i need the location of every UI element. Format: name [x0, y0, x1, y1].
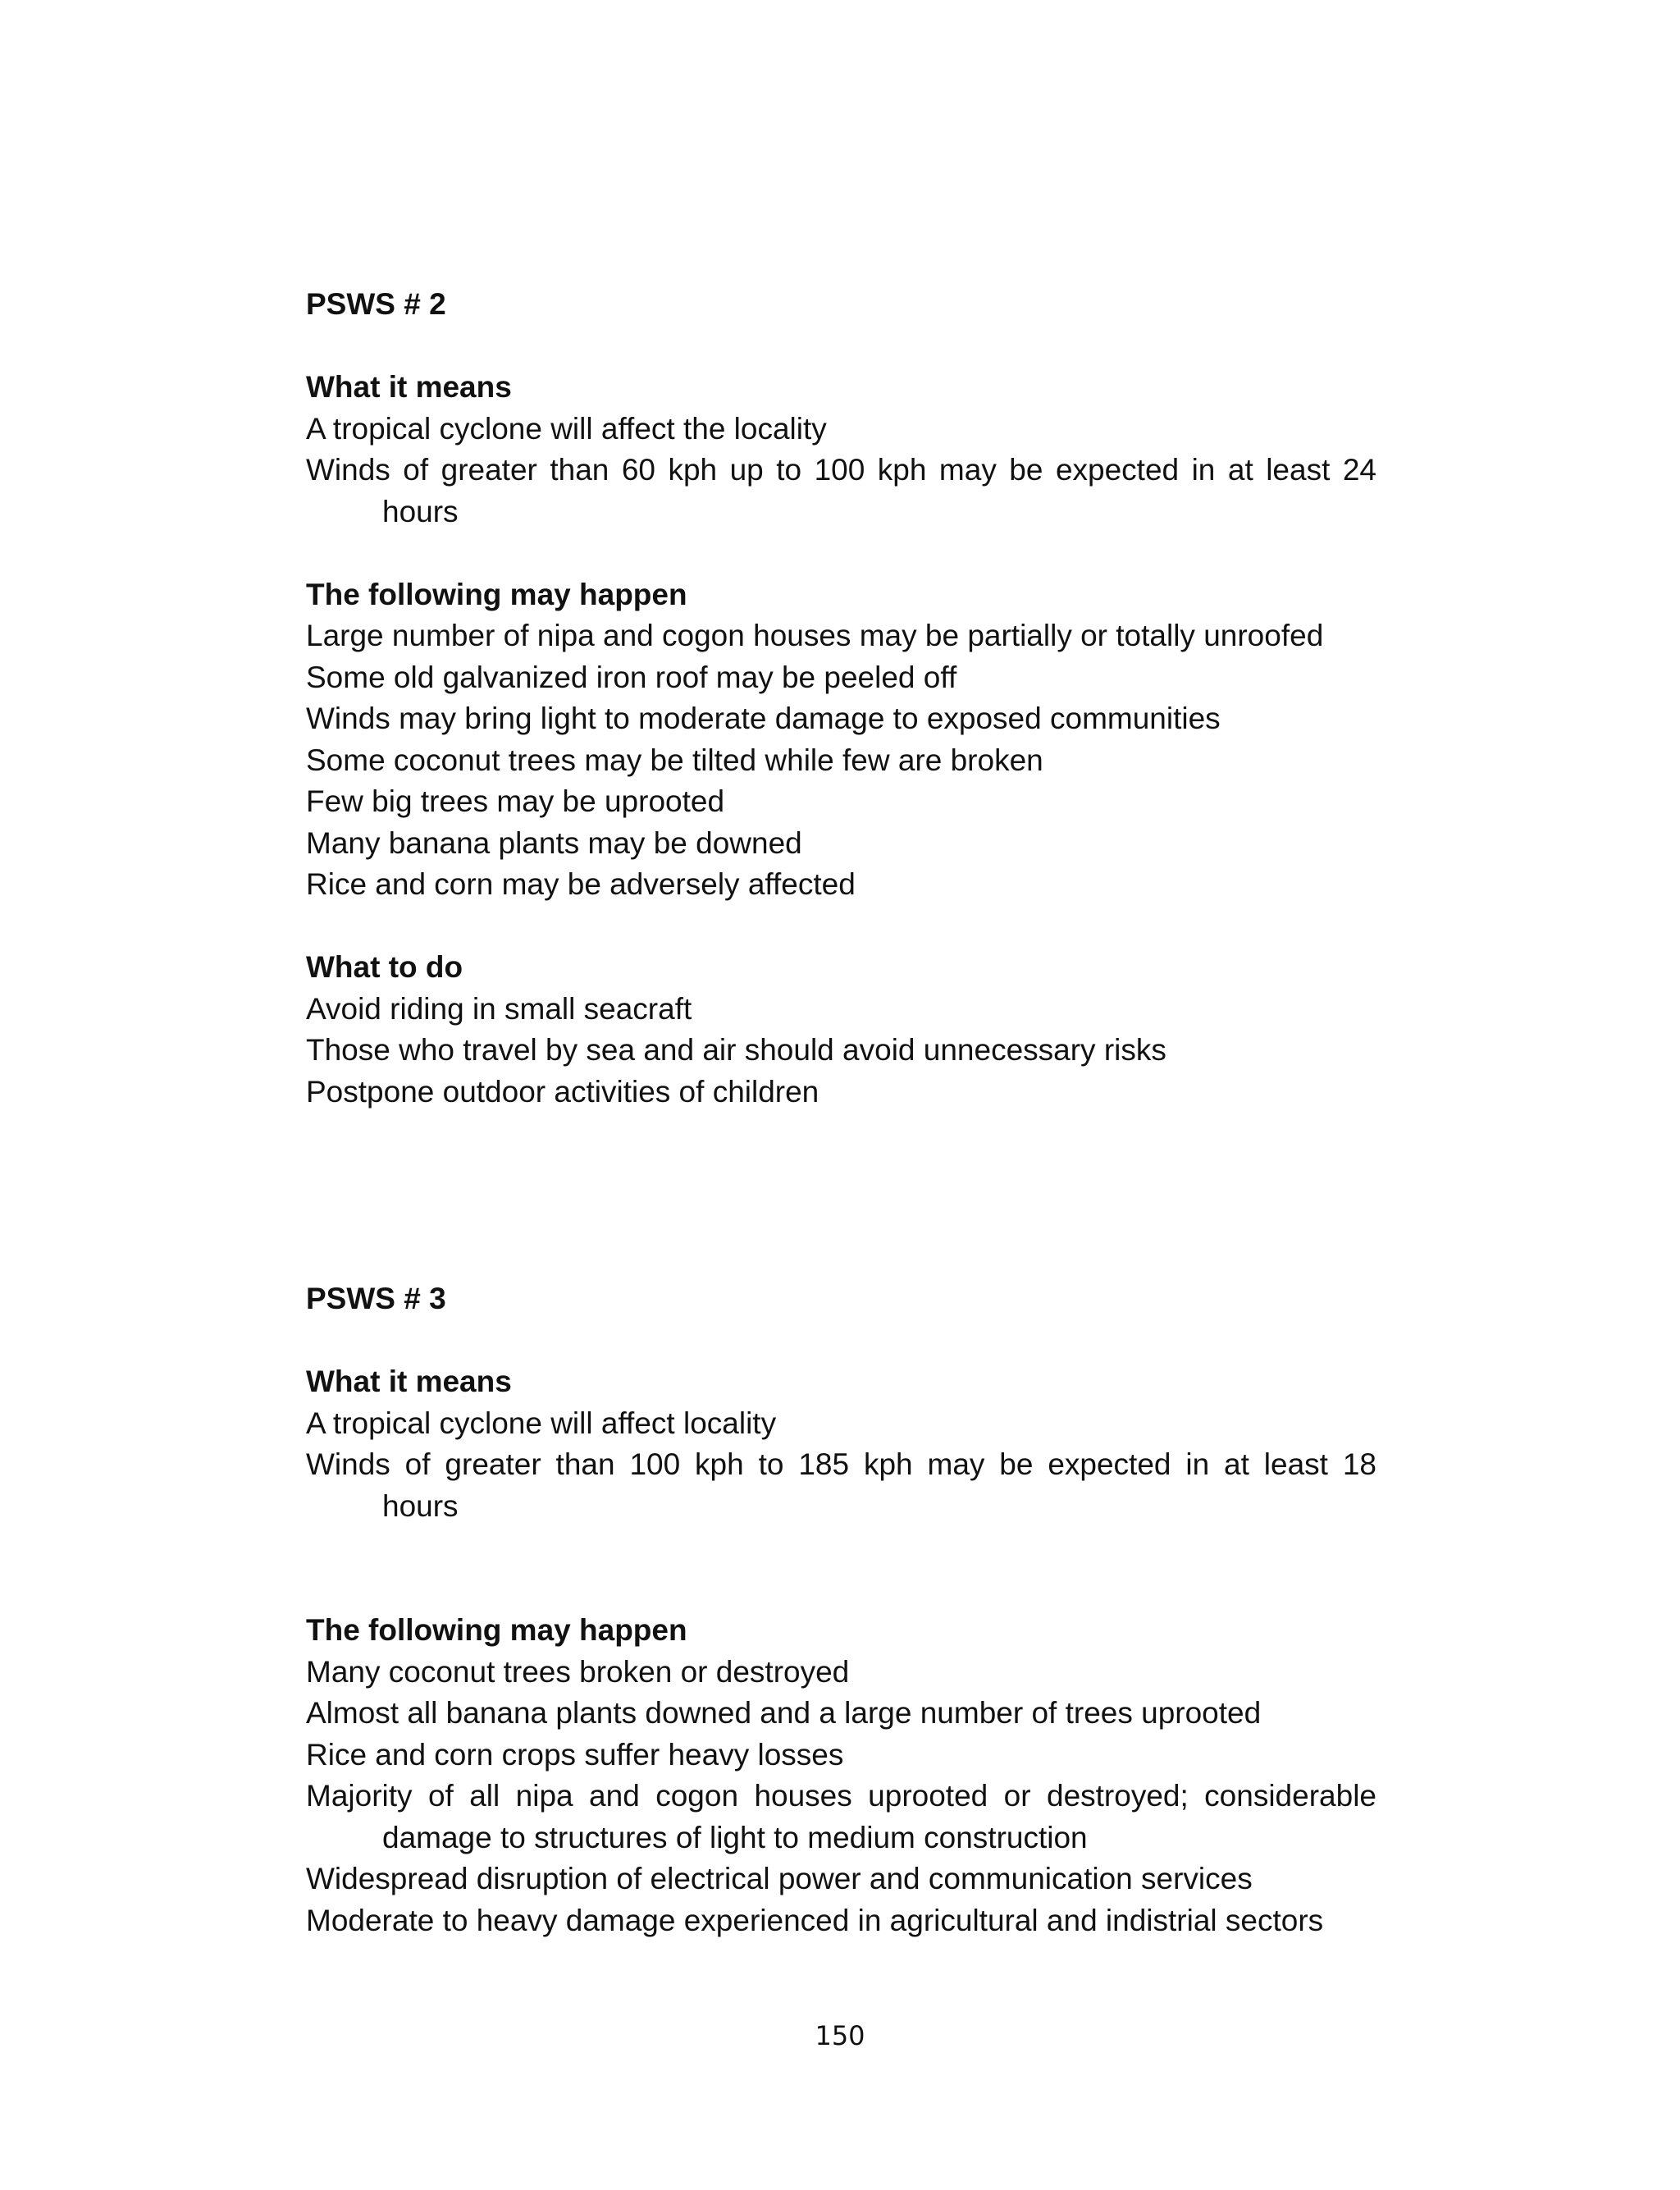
subsection-heading: What to do [306, 950, 463, 984]
list-item: Large number of nipa and cogon houses may be partially or totally unroofed [306, 619, 1324, 652]
section-title: PSWS # 2 [306, 287, 446, 321]
list-item: Some coconut trees may be tilted while few are broken [306, 743, 1043, 777]
spacer [306, 1320, 1376, 1362]
list-item: Rice and corn crops suffer heavy losses [306, 1737, 844, 1772]
list-item: Moderate to heavy damage experienced in agricultural and indistrial sectors [306, 1903, 1324, 1937]
text-line-continued: hours [382, 494, 459, 528]
text-line: A tropical cyclone will affect the locality [306, 411, 827, 446]
list-item: Many banana plants may be downed [306, 825, 802, 860]
list-item: Many coconut trees broken or destroyed [306, 1654, 850, 1689]
spacer [306, 906, 1376, 948]
subsection-heading: What it means [306, 370, 512, 404]
page-number: 150 [815, 2020, 865, 2051]
spacer [306, 326, 1376, 368]
list-item: Few big trees may be uprooted [306, 784, 725, 818]
document-page [306, 284, 1376, 1941]
list-item: Majority of all nipa and cogon houses uprooted or destroyed; considerable [306, 1779, 1376, 1813]
list-item: Some old galvanized iron roof may be peeled off [306, 660, 957, 694]
list-item: Widespread disruption of electrical power and communication services [306, 1862, 1253, 1895]
list-item: Avoid riding in small seacraft [306, 991, 692, 1026]
text-line: A tropical cyclone will affect locality [306, 1406, 777, 1440]
list-item: Almost all banana plants downed and a large number of trees uprooted [306, 1696, 1262, 1730]
list-item: Winds may bring light to moderate damage to exposed communities [306, 702, 1221, 735]
spacer [306, 533, 1376, 574]
list-item: Those who travel by sea and air should avoid unnecessary risks [306, 1033, 1166, 1067]
text-line-continued: hours [382, 1488, 459, 1523]
list-item: Postpone outdoor activities of children [306, 1074, 819, 1109]
section-title: PSWS # 3 [306, 1282, 446, 1315]
subsection-heading: The following may happen [306, 1613, 687, 1647]
text-line: Winds of greater than 100 kph to 185 kph may be expected in at least 18 [306, 1447, 1376, 1481]
list-item: Rice and corn may be adversely affected [306, 867, 856, 901]
spacer [306, 1113, 1376, 1278]
spacer [306, 1569, 1376, 1611]
subsection-heading: The following may happen [306, 577, 687, 611]
spacer [306, 1527, 1376, 1569]
text-line: Winds of greater than 60 kph up to 100 kph may be expected in at least 24 [306, 453, 1376, 487]
list-item-continued: damage to structures of light to medium construction [382, 1820, 1088, 1854]
subsection-heading: What it means [306, 1365, 512, 1398]
